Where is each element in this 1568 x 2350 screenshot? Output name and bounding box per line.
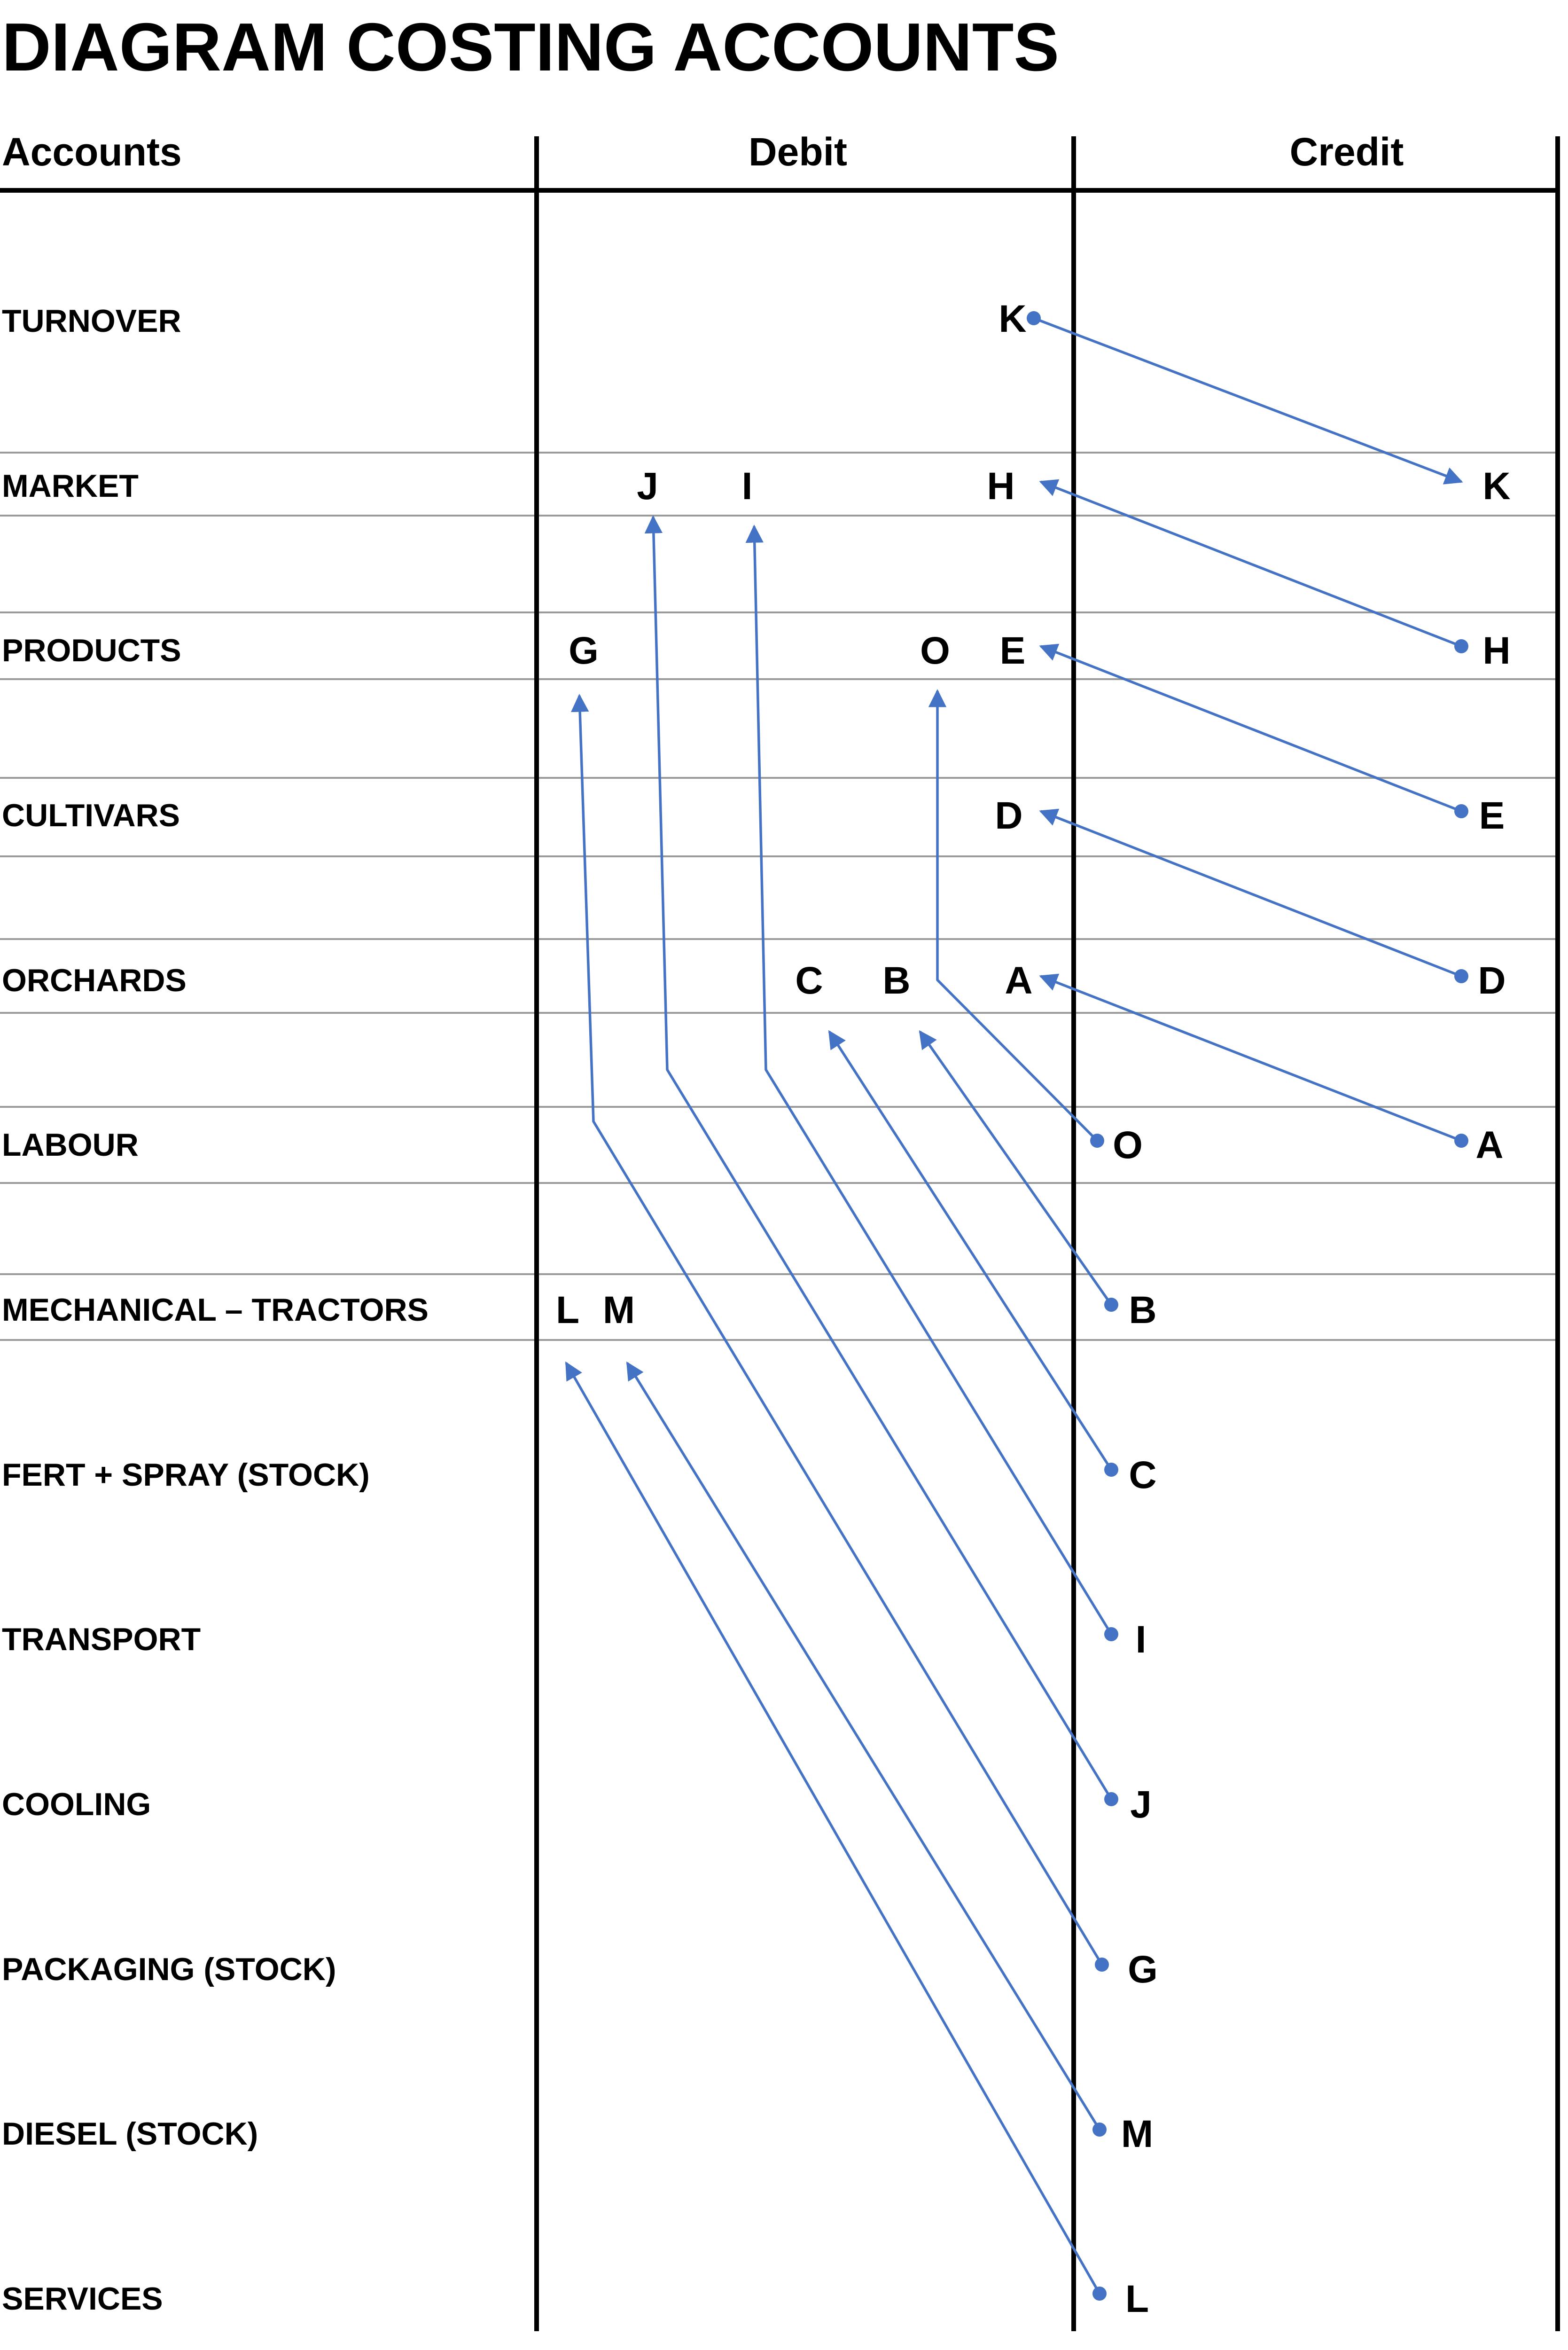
flow-dot-h: [1454, 639, 1468, 653]
entry-letters: [556, 298, 1511, 2320]
flow-dot-i: [1104, 1627, 1118, 1641]
flow-arrow-g: [579, 696, 1102, 1965]
debit-letter-g: G: [569, 629, 599, 672]
debit-letter-j: J: [637, 465, 658, 508]
account-labels: [2, 303, 429, 2317]
debit-letter-h: H: [987, 465, 1015, 508]
debit-letter-i: I: [741, 465, 753, 508]
credit-letter-l: L: [1125, 2278, 1149, 2320]
account-labour: LABOUR: [2, 1127, 139, 1163]
flow-dot-j: [1104, 1792, 1118, 1806]
debit-letter-l: L: [555, 1289, 580, 1332]
diagram-title: DIAGRAM COSTING ACCOUNTS: [2, 9, 1060, 85]
credit-letter-k: K: [1482, 465, 1511, 508]
credit-letter-h: H: [1482, 629, 1511, 672]
flow-arrow-d: [1041, 811, 1461, 976]
debit-letter-k: K: [999, 298, 1027, 340]
flow-arrow-a: [1041, 976, 1461, 1141]
flow-arrow-j: [653, 517, 1111, 1799]
flow-dot-g: [1095, 1958, 1109, 1972]
account-market: MARKET: [2, 468, 139, 504]
flow-dot-d: [1454, 969, 1468, 983]
account-packaging-stock: PACKAGING (STOCK): [2, 1951, 336, 1987]
debit-letter-o: O: [920, 629, 950, 672]
account-diesel-stock: DIESEL (STOCK): [2, 2116, 258, 2152]
credit-letter-a: A: [1475, 1124, 1504, 1167]
account-cultivars: CULTIVARS: [2, 798, 180, 833]
credit-letter-o: O: [1113, 1124, 1143, 1167]
credit-letter-b: B: [1129, 1289, 1157, 1332]
row-lines: [0, 453, 1558, 1340]
debit-letter-e: E: [999, 629, 1026, 672]
flow-arrow-k: [1034, 318, 1461, 482]
flow-arrows: [566, 311, 1468, 2301]
flow-arrow-m: [627, 1363, 1100, 2130]
flow-dot-k: [1027, 311, 1041, 325]
flow-dot-e: [1454, 804, 1468, 818]
credit-letter-j: J: [1130, 1783, 1152, 1826]
header-accounts: Accounts: [2, 130, 182, 174]
flow-dot-b: [1104, 1298, 1118, 1312]
flow-arrow-h: [1041, 482, 1461, 646]
flow-arrow-e: [1041, 646, 1461, 811]
account-mechanical-tractors: MECHANICAL – TRACTORS: [2, 1292, 429, 1328]
account-products: PRODUCTS: [2, 633, 181, 668]
flow-dot-m: [1092, 2123, 1107, 2137]
account-fert-spray-stock: FERT + SPRAY (STOCK): [2, 1457, 370, 1493]
header-debit: Debit: [749, 130, 847, 174]
account-cooling: COOLING: [2, 1786, 151, 1822]
account-orchards: ORCHARDS: [2, 963, 187, 998]
debit-letter-b: B: [882, 959, 911, 1002]
credit-letter-g: G: [1128, 1948, 1158, 1991]
flow-dot-a: [1454, 1134, 1468, 1148]
debit-letter-a: A: [1005, 959, 1033, 1002]
flow-arrow-b: [920, 1032, 1111, 1305]
flow-arrow-i: [754, 526, 1111, 1634]
account-services: SERVICES: [2, 2281, 163, 2317]
account-turnover: TURNOVER: [2, 303, 181, 339]
debit-letter-d: D: [995, 794, 1023, 837]
debit-letter-m: M: [602, 1289, 635, 1332]
credit-letter-d: D: [1478, 959, 1506, 1002]
flow-dot-o: [1090, 1134, 1104, 1148]
account-transport: TRANSPORT: [2, 1622, 201, 1657]
flow-dot-l: [1092, 2287, 1107, 2301]
credit-letter-m: M: [1121, 2113, 1154, 2155]
credit-letter-e: E: [1479, 794, 1505, 837]
credit-letter-i: I: [1135, 1618, 1147, 1661]
flow-dot-c: [1104, 1463, 1118, 1477]
debit-letter-c: C: [795, 959, 823, 1002]
credit-letter-c: C: [1129, 1454, 1157, 1496]
header-credit: Credit: [1289, 130, 1404, 174]
